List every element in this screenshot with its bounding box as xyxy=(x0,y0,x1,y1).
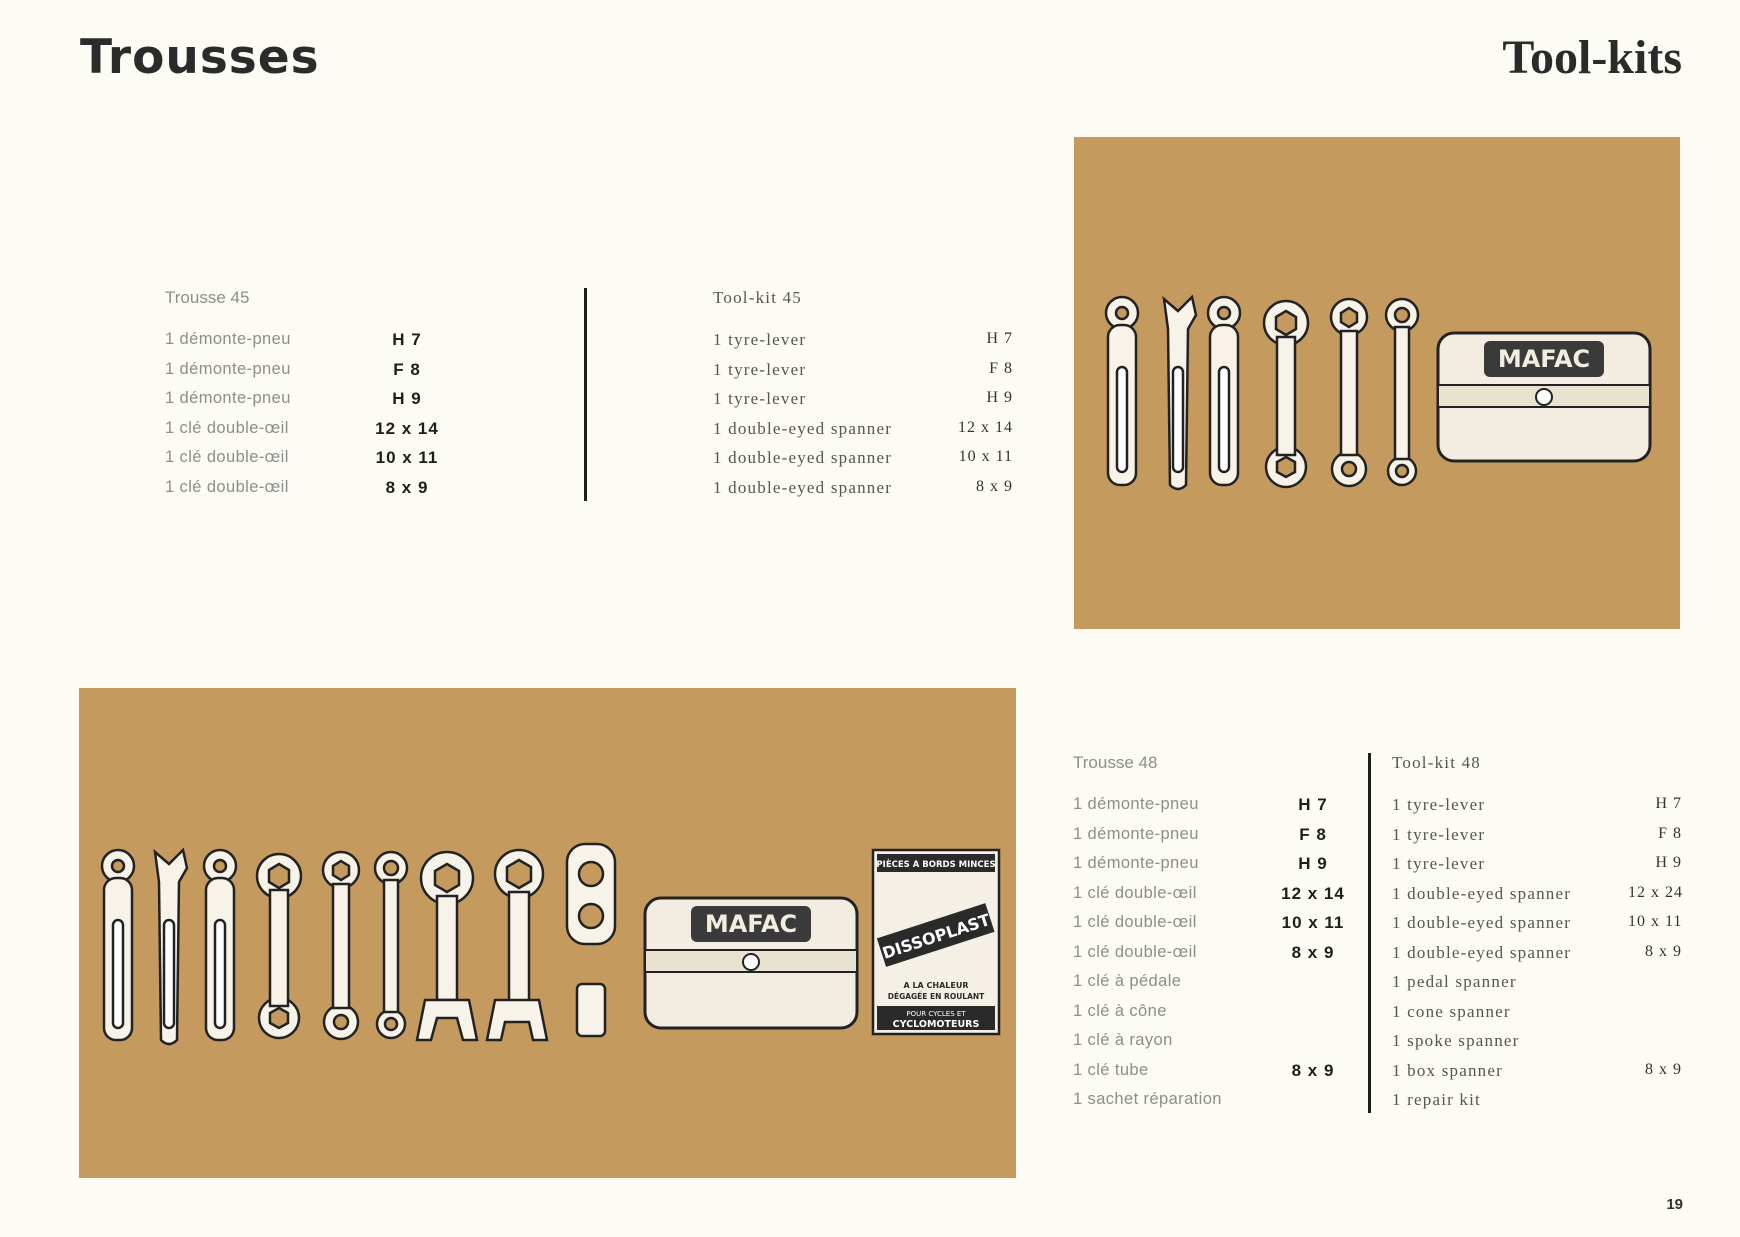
item-label: 1 clé tube xyxy=(1073,1060,1149,1079)
list-heading: Tool-kit 45 xyxy=(713,288,802,307)
item-size: 12 x 24 xyxy=(1628,883,1683,901)
item-size: 8 x 9 xyxy=(1291,1060,1335,1080)
spoke-spanner-icon xyxy=(567,844,615,944)
item-size: H 7 xyxy=(986,330,1013,347)
double-eyed-spanner-icon xyxy=(1386,299,1418,485)
double-eyed-spanner-icon xyxy=(375,852,407,1038)
pouch-brand-label: MAFAC xyxy=(704,910,798,938)
item-label: 1 clé double-œil xyxy=(1073,942,1197,961)
box-spanner-icon xyxy=(577,984,605,1036)
mafac-pouch-icon xyxy=(1438,333,1650,461)
item-label: 1 clé à rayon xyxy=(1073,1031,1173,1049)
page-number: 19 xyxy=(1666,1196,1683,1213)
pedal-spanner-icon xyxy=(417,852,477,1040)
item-size: H 9 xyxy=(392,389,422,408)
item-label: 1 clé double-œil xyxy=(1073,913,1197,931)
item-size: 8 x 9 xyxy=(385,477,429,497)
repair-kit-packet-icon xyxy=(873,850,999,1034)
column-divider xyxy=(584,288,587,501)
double-eyed-spanner-icon xyxy=(1331,299,1367,486)
item-label: 1 repair kit xyxy=(1392,1090,1481,1109)
item-size: F 8 xyxy=(1299,824,1327,844)
item-label: 1 tyre-lever xyxy=(713,359,807,379)
item-label: 1 démonte-pneu xyxy=(1073,824,1199,843)
item-label: 1 double-eyed spanner xyxy=(713,418,893,438)
item-label: 1 spoke spanner xyxy=(1392,1031,1520,1050)
item-label: 1 démonte-pneu xyxy=(165,359,291,378)
toolkit-48-photo xyxy=(79,688,1016,1178)
double-eyed-spanner-icon xyxy=(257,854,301,1038)
item-size: 10 x 11 xyxy=(375,448,439,467)
item-label: 1 sachet réparation xyxy=(1073,1090,1222,1108)
cone-spanner-icon xyxy=(487,850,547,1040)
item-label: 1 box spanner xyxy=(1392,1060,1503,1080)
item-label: 1 démonte-pneu xyxy=(165,330,291,348)
item-label: 1 tyre-lever xyxy=(713,389,807,408)
item-label: 1 clé double-œil xyxy=(165,418,289,437)
mafac-pouch-icon xyxy=(645,898,857,1028)
page-title-english: Tool-kits xyxy=(1502,31,1682,84)
packet-line-1: PIÈCES A BORDS MINCES xyxy=(876,860,996,870)
packet-line-4: DÉGAGÉE EN ROULANT xyxy=(887,992,985,1001)
item-size: 10 x 11 xyxy=(1281,913,1345,932)
item-label: 1 double-eyed spanner xyxy=(1392,942,1572,962)
item-label: 1 clé à cône xyxy=(1073,1001,1167,1020)
tyre-lever-icon xyxy=(102,850,134,1040)
item-label: 1 cone spanner xyxy=(1392,1001,1511,1021)
list-heading: Trousse 48 xyxy=(1073,753,1158,772)
item-size: F 8 xyxy=(393,359,421,379)
tyre-lever-icon xyxy=(1106,297,1138,485)
item-label: 1 clé double-œil xyxy=(165,477,289,496)
item-size: F 8 xyxy=(1658,824,1682,842)
item-label: 1 démonte-pneu xyxy=(1073,854,1199,872)
item-size: 12 x 14 xyxy=(375,418,439,438)
item-label: 1 double-eyed spanner xyxy=(1392,913,1572,932)
item-size: H 9 xyxy=(1655,854,1682,871)
item-size: F 8 xyxy=(989,359,1013,377)
item-label: 1 démonte-pneu xyxy=(165,389,291,407)
item-label: 1 double-eyed spanner xyxy=(713,448,893,467)
item-label: 1 tyre-lever xyxy=(1392,824,1486,844)
list-heading: Trousse 45 xyxy=(165,288,250,307)
item-label: 1 tyre-lever xyxy=(1392,854,1486,873)
item-label: 1 pedal spanner xyxy=(1392,972,1517,991)
pouch-brand-label: MAFAC xyxy=(1497,345,1591,373)
toolkit-48-illustration xyxy=(79,688,1016,1178)
packet-line-6: CYCLOMOTEURS xyxy=(892,1019,980,1030)
tyre-lever-icon xyxy=(1164,297,1196,489)
item-label: 1 démonte-pneu xyxy=(1073,795,1199,813)
item-size: 10 x 11 xyxy=(958,448,1013,465)
item-size: 8 x 9 xyxy=(976,477,1013,495)
item-size: H 9 xyxy=(986,389,1013,406)
packet-line-3: A LA CHALEUR xyxy=(903,981,969,990)
item-size: 12 x 14 xyxy=(1281,883,1345,903)
item-label: 1 tyre-lever xyxy=(1392,795,1486,814)
item-label: 1 tyre-lever xyxy=(713,330,807,349)
item-label: 1 clé double-œil xyxy=(1073,883,1197,902)
double-eyed-spanner-icon xyxy=(323,852,359,1039)
packet-line-5: POUR CYCLES ET xyxy=(906,1010,966,1018)
item-size: 8 x 9 xyxy=(1645,1060,1682,1078)
item-size: H 9 xyxy=(1298,854,1328,873)
item-label: 1 clé à pédale xyxy=(1073,972,1182,990)
list-heading: Tool-kit 48 xyxy=(1392,753,1481,772)
tyre-lever-icon xyxy=(155,850,187,1044)
page-title-french: Trousses xyxy=(80,30,320,85)
double-eyed-spanner-icon xyxy=(1264,301,1308,487)
item-size: H 7 xyxy=(1655,795,1682,812)
item-label: 1 double-eyed spanner xyxy=(713,477,893,497)
column-divider xyxy=(1368,753,1371,1113)
packet-brand-label: DISSOPLAST xyxy=(880,910,993,963)
item-size: 8 x 9 xyxy=(1291,942,1335,962)
item-label: 1 double-eyed spanner xyxy=(1392,883,1572,903)
tyre-lever-icon xyxy=(1208,297,1240,485)
item-label: 1 clé double-œil xyxy=(165,448,289,466)
item-size: 8 x 9 xyxy=(1645,942,1682,960)
item-size: 10 x 11 xyxy=(1628,913,1683,930)
toolkit-45-photo xyxy=(1074,137,1680,629)
tyre-lever-icon xyxy=(204,850,236,1040)
item-size: 12 x 14 xyxy=(958,418,1013,436)
toolkit-45-illustration xyxy=(1074,137,1680,629)
item-size: H 7 xyxy=(1298,795,1328,814)
item-size: H 7 xyxy=(392,330,422,349)
